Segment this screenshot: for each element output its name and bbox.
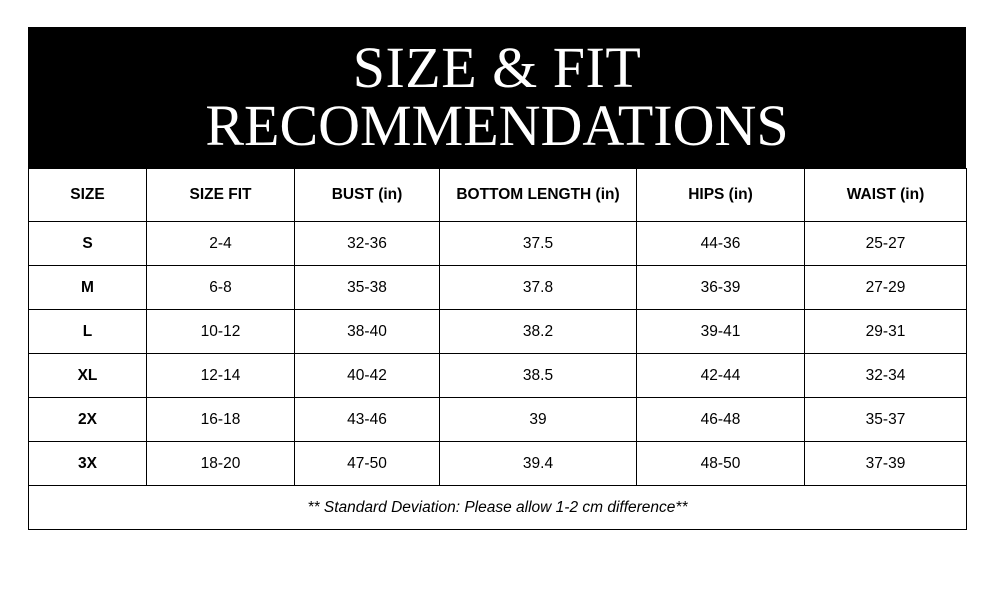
- standard-deviation-note: ** Standard Deviation: Please allow 1-2 cm difference**: [29, 486, 967, 530]
- cell-hips: 39-41: [637, 310, 805, 354]
- cell-bottom-length: 38.5: [440, 354, 637, 398]
- chart-title-line-1: SIZE & FIT: [352, 34, 642, 100]
- column-header-bottom-length: BOTTOM LENGTH (in): [440, 169, 637, 222]
- cell-bust: 43-46: [295, 398, 440, 442]
- cell-size: XL: [29, 354, 147, 398]
- table-row: [29, 266, 967, 310]
- cell-waist: 37-39: [805, 442, 967, 486]
- cell-hips: 48-50: [637, 442, 805, 486]
- size-fit-table: [28, 168, 967, 530]
- cell-bust: 47-50: [295, 442, 440, 486]
- cell-size: S: [29, 222, 147, 266]
- table-header-row: [29, 169, 967, 222]
- cell-size: L: [29, 310, 147, 354]
- cell-bottom-length: 37.5: [440, 222, 637, 266]
- table-row: [29, 398, 967, 442]
- cell-size-fit: 6-8: [147, 266, 295, 310]
- cell-waist: 35-37: [805, 398, 967, 442]
- cell-bottom-length: 39: [440, 398, 637, 442]
- chart-header-banner: [28, 27, 966, 168]
- cell-waist: 32-34: [805, 354, 967, 398]
- chart-title-line-2: RECOMMENDATIONS: [205, 92, 789, 158]
- column-header-bust: BUST (in): [295, 169, 440, 222]
- table-row: [29, 354, 967, 398]
- cell-bust: 38-40: [295, 310, 440, 354]
- cell-size: 2X: [29, 398, 147, 442]
- column-header-size: SIZE: [29, 169, 147, 222]
- cell-hips: 44-36: [637, 222, 805, 266]
- cell-size-fit: 16-18: [147, 398, 295, 442]
- cell-size-fit: 2-4: [147, 222, 295, 266]
- cell-bottom-length: 39.4: [440, 442, 637, 486]
- table-row: [29, 442, 967, 486]
- table-footnote-row: [29, 486, 967, 530]
- cell-bust: 32-36: [295, 222, 440, 266]
- table-row: [29, 222, 967, 266]
- cell-hips: 46-48: [637, 398, 805, 442]
- cell-bust: 35-38: [295, 266, 440, 310]
- table-row: [29, 310, 967, 354]
- cell-size: M: [29, 266, 147, 310]
- cell-bottom-length: 37.8: [440, 266, 637, 310]
- cell-size: 3X: [29, 442, 147, 486]
- cell-waist: 25-27: [805, 222, 967, 266]
- column-header-size-fit: SIZE FIT: [147, 169, 295, 222]
- cell-size-fit: 10-12: [147, 310, 295, 354]
- cell-size-fit: 12-14: [147, 354, 295, 398]
- cell-waist: 27-29: [805, 266, 967, 310]
- size-chart-container: [28, 27, 966, 577]
- cell-hips: 36-39: [637, 266, 805, 310]
- cell-bottom-length: 38.2: [440, 310, 637, 354]
- column-header-waist: WAIST (in): [805, 169, 967, 222]
- cell-waist: 29-31: [805, 310, 967, 354]
- cell-size-fit: 18-20: [147, 442, 295, 486]
- cell-hips: 42-44: [637, 354, 805, 398]
- cell-bust: 40-42: [295, 354, 440, 398]
- column-header-hips: HIPS (in): [637, 169, 805, 222]
